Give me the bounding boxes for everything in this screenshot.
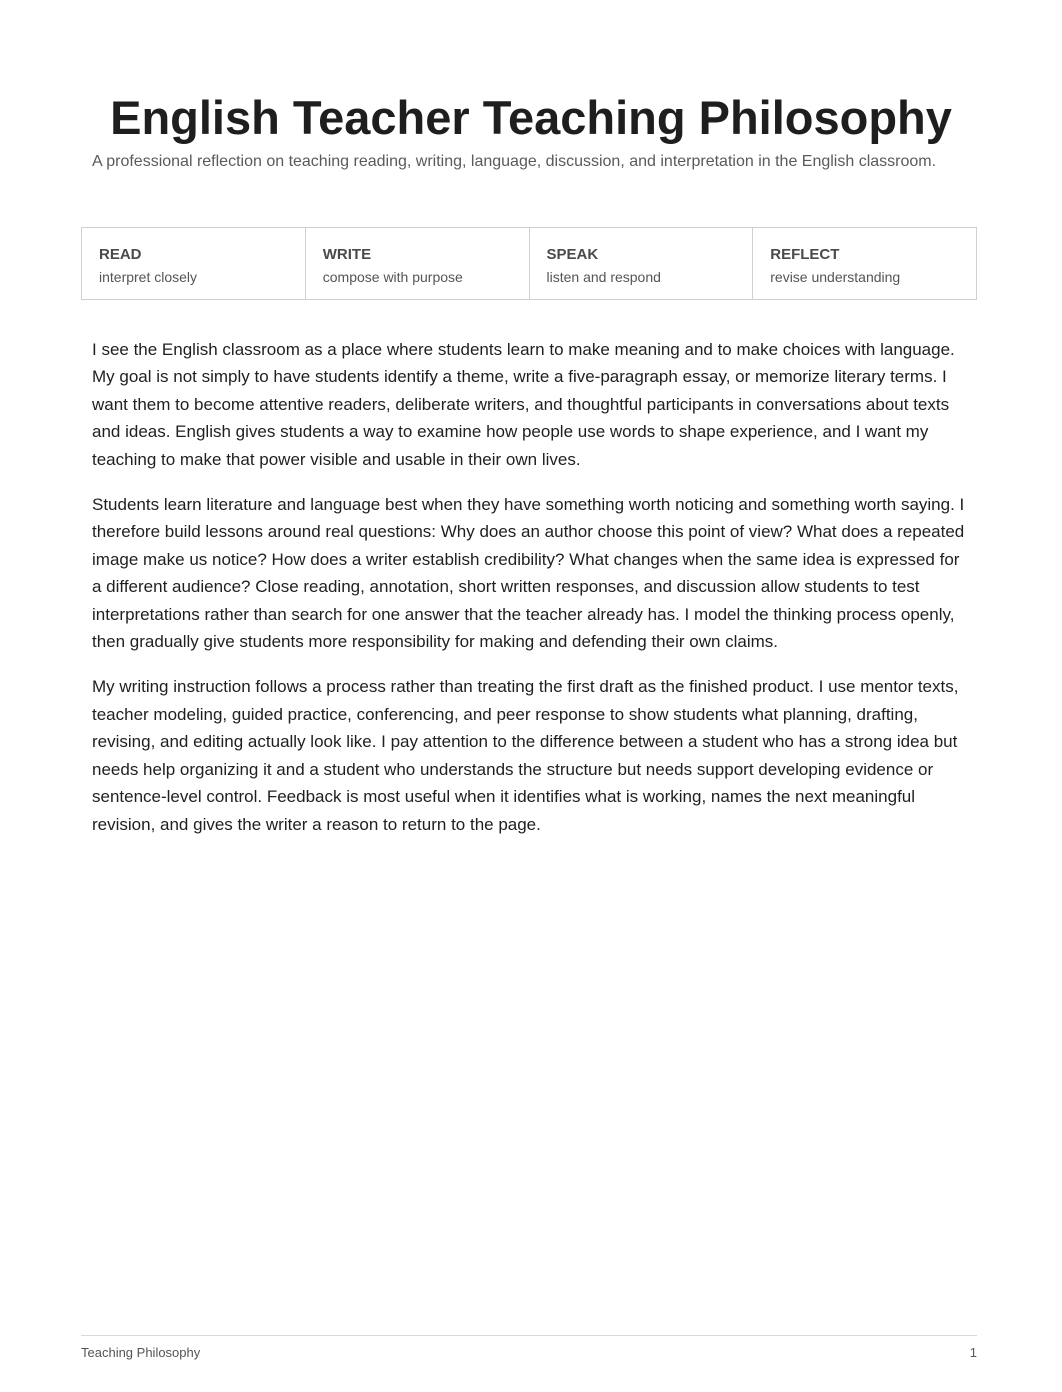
paragraph-2: Students learn literature and language best when they have something worth noticing and something worth saying. I therefore build lessons around real questions: Why does an author choose this point of view? What does a repeated image make us notice? How does a writer establish credibility? What changes when the same idea is expressed for a different audience? Close reading, annotation, short written responses, and discussion allow students to test interpretations rather than search for one answer that the teacher already has. I model the thinking process openly, then gradually give students more responsibility for making and defending their own claims.	[92, 495, 965, 652]
skill-description: interpret closely	[99, 269, 198, 285]
skill-name: WRITE	[322, 246, 372, 263]
skill-reflect	[753, 228, 976, 299]
skills-strip	[81, 227, 977, 300]
skill-name: SPEAK	[546, 246, 599, 263]
footer-divider	[81, 1335, 977, 1336]
skill-read	[82, 228, 306, 299]
paragraph-3: My writing instruction follows a process rather than treating the first draft as the finished product. I use mentor texts, teacher modeling, guided practice, conferencing, and peer response to show students what planning, drafting, revising, and editing actually look like. I pay attention to the difference between a student who has a strong idea but needs help organizing it and a student who understands the structure but needs support developing evidence or sentence-level control. Feedback is most useful when it identifies what is working, names the next meaningful revision, and gives the writer a reason to return to the page.	[92, 677, 959, 834]
skill-write	[306, 228, 530, 299]
skill-description: revise understanding	[770, 269, 901, 285]
skill-name: REFLECT	[770, 246, 840, 263]
skill-name: READ	[99, 246, 142, 263]
page-title: English Teacher Teaching Philosophy	[110, 91, 952, 144]
page-subtitle: A professional reflection on teaching reading, writing, language, discussion, and interpretation in the English classroom.	[92, 153, 937, 170]
skill-description: listen and respond	[546, 269, 661, 285]
skill-description: compose with purpose	[322, 269, 463, 285]
page-number: 1	[969, 1345, 977, 1360]
footer-label: Teaching Philosophy	[81, 1345, 201, 1360]
skill-speak	[530, 228, 754, 299]
paragraph-1: I see the English classroom as a place where students learn to make meaning and to make choices with language. My goal is not simply to have students identify a theme, write a five-paragraph essay, or memorize literary terms. I want them to become attentive readers, deliberate writers, and thoughtful participants in conversations about texts and ideas. English gives students a way to examine how people use words to shape experience, and I want my teaching to make that power visible and usable in their own lives.	[92, 340, 955, 469]
body-text	[92, 336, 972, 856]
